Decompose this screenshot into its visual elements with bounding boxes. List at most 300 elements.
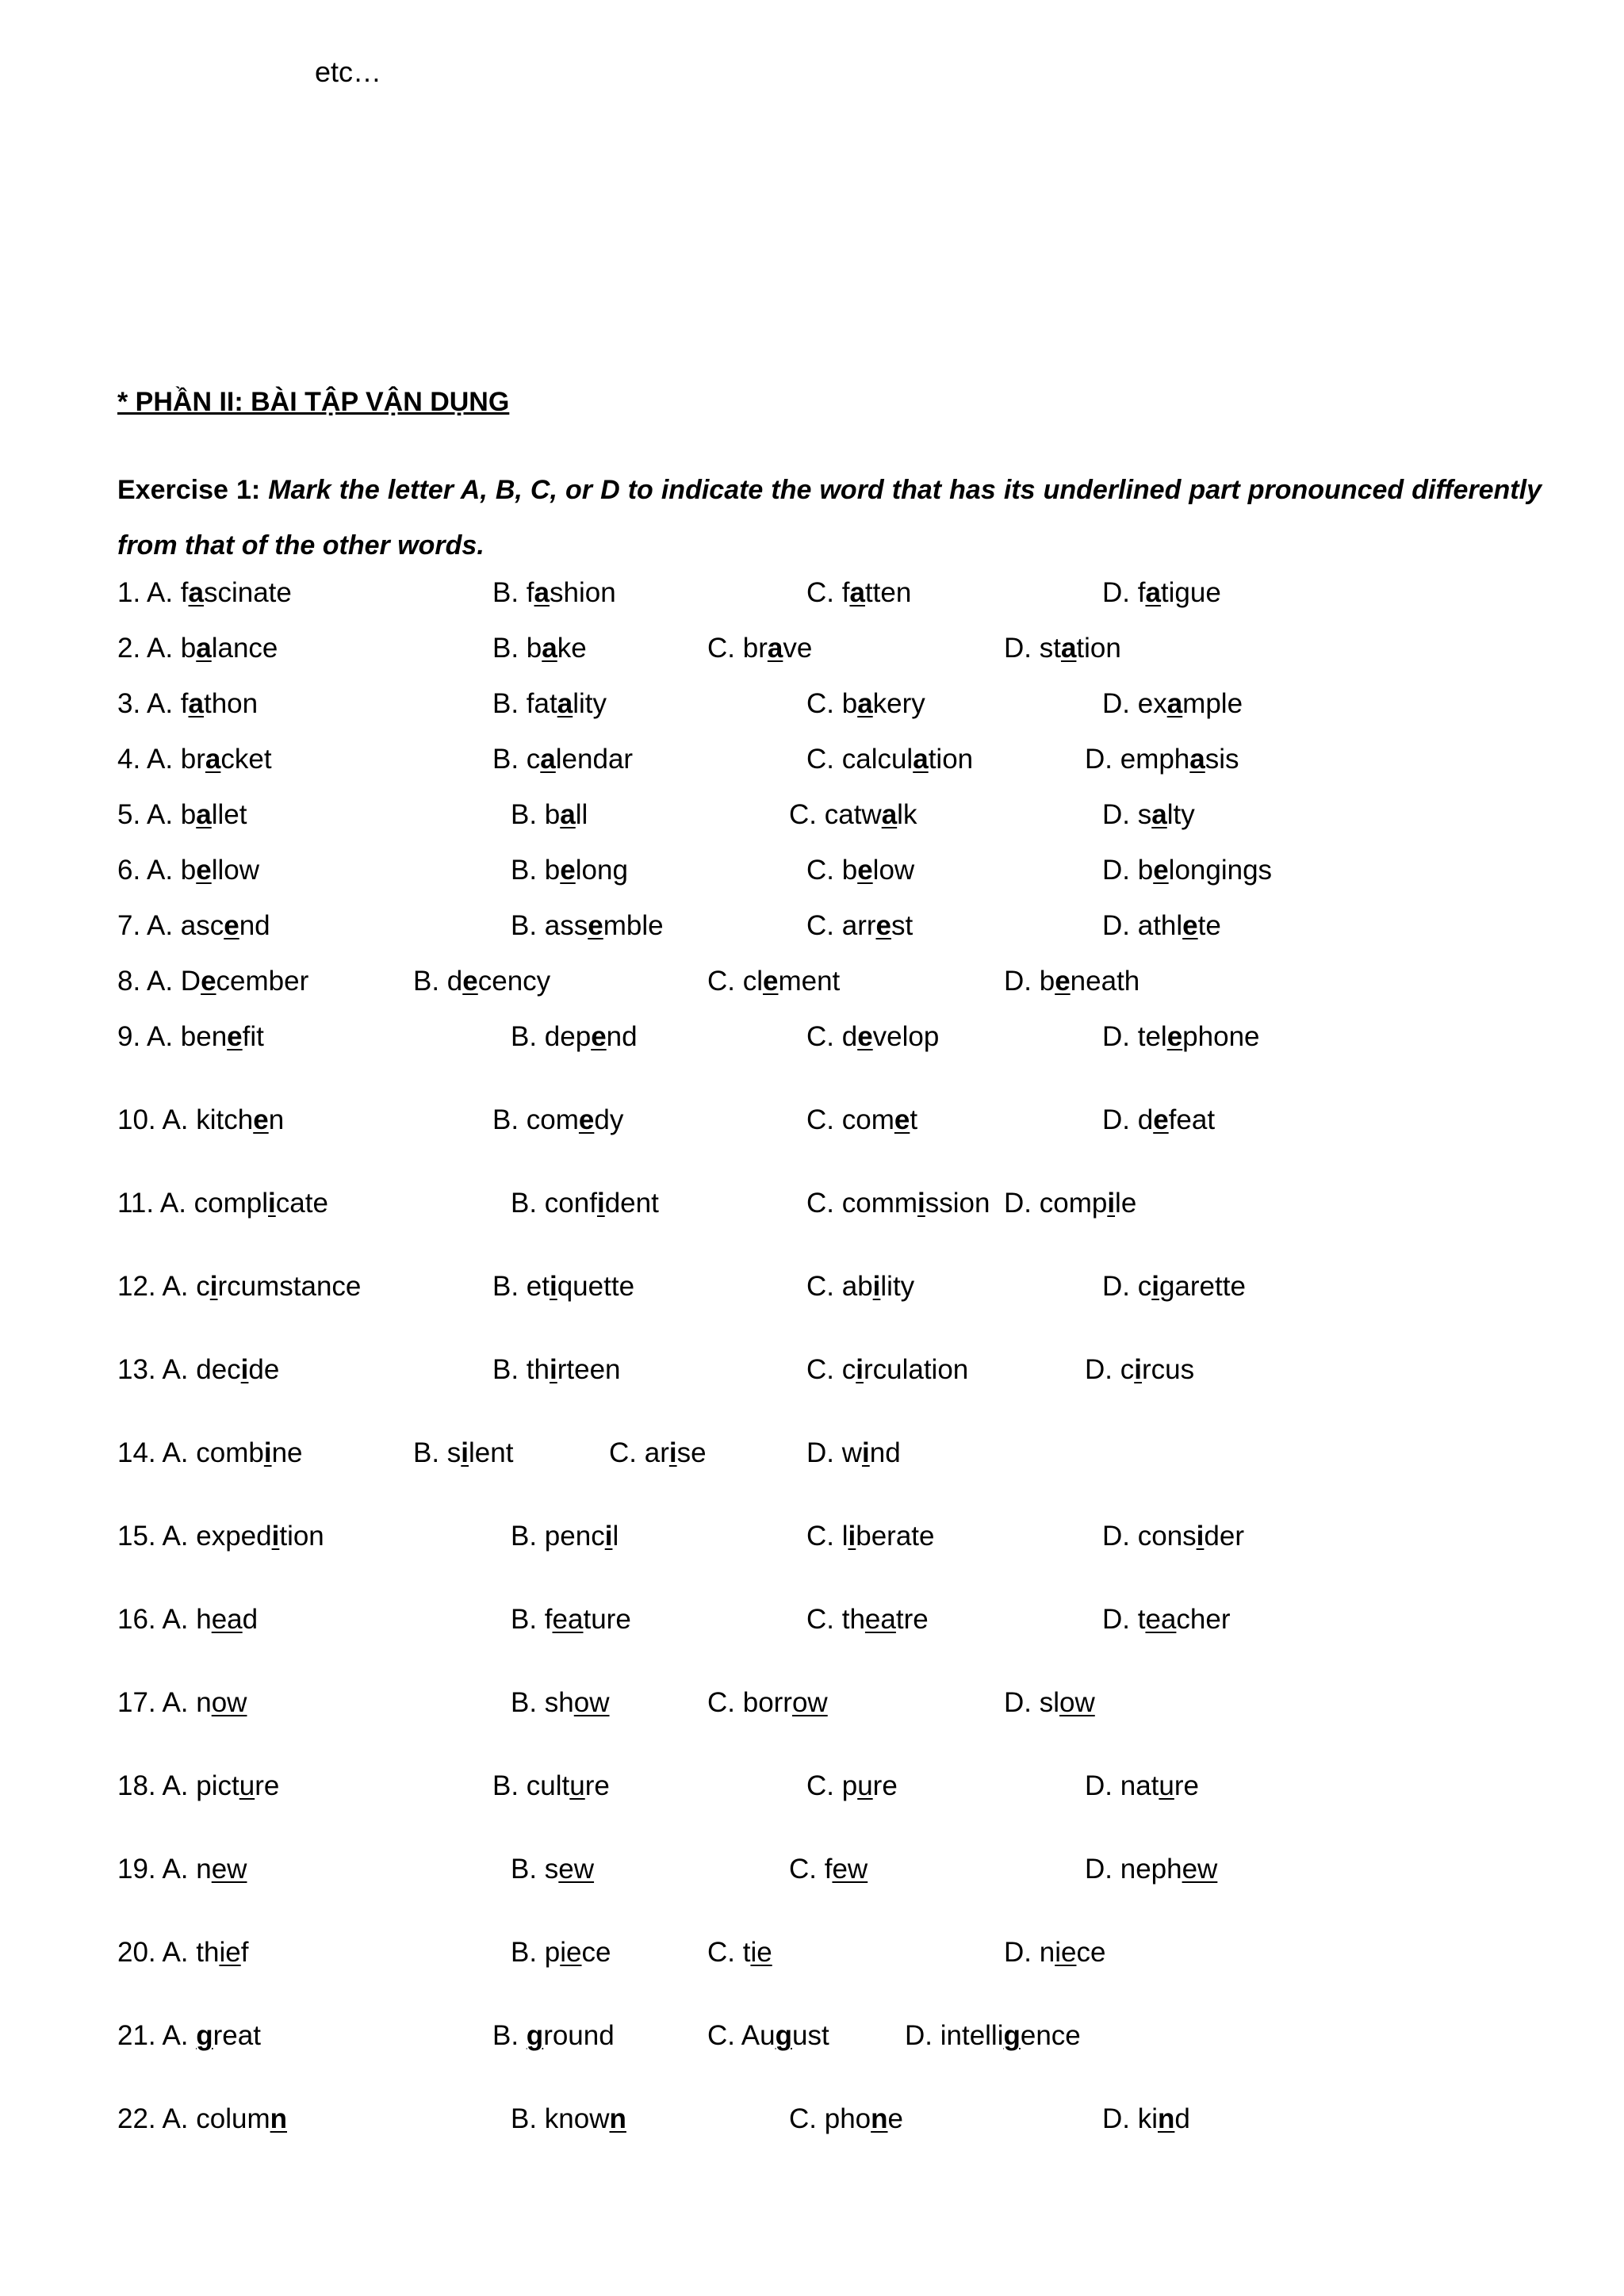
question-4-option-d xyxy=(1085,744,1239,775)
question-2-option-b xyxy=(492,633,587,664)
option-text: lk xyxy=(897,799,917,830)
underlined-part: e xyxy=(578,1104,595,1135)
option-text: l xyxy=(612,1521,619,1552)
option-text: phone xyxy=(1182,1021,1260,1052)
underlined-part: ie xyxy=(219,1937,241,1968)
underlined-part: ea xyxy=(864,1604,896,1635)
option-text: D. f xyxy=(1102,577,1146,608)
question-12-option-b xyxy=(492,1271,634,1303)
option-text: B. conf xyxy=(511,1188,597,1219)
option-text: tion xyxy=(928,744,974,775)
question-10-option-d xyxy=(1102,1104,1215,1136)
question-13-option-b xyxy=(492,1354,621,1386)
question-22-option-d xyxy=(1102,2103,1190,2135)
option-text: scinate xyxy=(203,577,292,608)
question-15-option-d xyxy=(1102,1521,1244,1552)
question-10-option-c xyxy=(806,1104,917,1136)
option-text: D. tel xyxy=(1102,1021,1167,1052)
option-text: tigue xyxy=(1160,577,1221,608)
option-text: re xyxy=(1174,1770,1199,1801)
option-text: 10. A. kitch xyxy=(117,1104,254,1135)
question-2-option-c xyxy=(707,633,812,664)
question-12-option-a xyxy=(117,1271,361,1303)
option-text: mple xyxy=(1182,688,1243,719)
underlined-part: a xyxy=(881,799,898,830)
question-20-option-a xyxy=(117,1937,248,1969)
underlined-part: ow xyxy=(791,1687,828,1718)
underlined-part: n xyxy=(1158,2103,1175,2134)
option-text: 13. A. dec xyxy=(117,1354,241,1385)
question-8-option-d xyxy=(1004,966,1139,997)
option-text: C. comm xyxy=(806,1188,917,1219)
question-6-option-a xyxy=(117,855,259,886)
option-text: D. st xyxy=(1004,633,1061,664)
exercise-instruction xyxy=(117,462,1542,573)
option-text: rcus xyxy=(1141,1354,1195,1385)
option-text: C. b xyxy=(806,855,858,886)
underlined-part: a xyxy=(1189,744,1205,775)
option-text: D. cons xyxy=(1102,1521,1197,1552)
question-8-option-a xyxy=(117,966,308,997)
option-text: 18. A. pict xyxy=(117,1770,239,1801)
option-text: lendar xyxy=(555,744,634,775)
option-text: C. l xyxy=(806,1521,848,1552)
underlined-part: e xyxy=(1182,910,1198,941)
option-text: ment xyxy=(778,966,841,997)
question-15-option-b xyxy=(511,1521,619,1552)
option-text: cket xyxy=(220,744,272,775)
underlined-part: u xyxy=(569,1770,585,1801)
question-14-option-c xyxy=(609,1437,707,1469)
option-text: D. nat xyxy=(1085,1770,1159,1801)
question-13-option-d xyxy=(1085,1354,1194,1386)
option-text: B. xyxy=(492,2020,527,2051)
exercise-label: Exercise 1: xyxy=(117,475,261,505)
option-text: t xyxy=(910,1104,918,1135)
underlined-part: a xyxy=(913,744,929,775)
question-18-option-c xyxy=(806,1770,898,1802)
underlined-part: i xyxy=(596,1188,605,1219)
question-7-option-b xyxy=(511,910,664,942)
underlined-part: ew xyxy=(211,1854,247,1885)
option-text: B. fat xyxy=(492,688,557,719)
underlined-part: e xyxy=(196,855,212,886)
underlined-part: e xyxy=(1055,966,1071,997)
option-text: C. borr xyxy=(707,1687,792,1718)
option-text: ce xyxy=(1076,1937,1106,1968)
option-text: se xyxy=(676,1437,707,1468)
question-11-option-c xyxy=(806,1188,990,1219)
option-text: tten xyxy=(864,577,912,608)
option-text: C. arr xyxy=(806,910,876,941)
underlined-part: a xyxy=(1166,688,1183,719)
question-3-option-a xyxy=(117,688,258,720)
option-text: D. sl xyxy=(1004,1687,1059,1718)
option-text: B. c xyxy=(492,744,541,775)
option-text: n xyxy=(268,1104,285,1135)
option-text: nd xyxy=(239,910,270,941)
option-text: cember xyxy=(216,966,309,997)
question-1-option-d xyxy=(1102,577,1221,609)
question-20-option-b xyxy=(511,1937,611,1969)
option-text: re xyxy=(584,1770,610,1801)
option-text: ne xyxy=(271,1437,303,1468)
option-text: D. d xyxy=(1102,1104,1154,1135)
option-text: ence xyxy=(1020,2020,1081,2051)
underlined-part: a xyxy=(188,577,204,608)
question-22-option-c xyxy=(789,2103,903,2135)
question-18-option-a xyxy=(117,1770,279,1802)
option-text: longings xyxy=(1168,855,1273,886)
option-text: D. c xyxy=(1085,1354,1135,1385)
question-14-option-b xyxy=(413,1437,513,1469)
underlined-part: ew xyxy=(832,1854,868,1885)
underlined-part: e xyxy=(894,1104,910,1135)
option-text: 14. A. comb xyxy=(117,1437,264,1468)
underlined-part: n xyxy=(609,2103,626,2134)
option-text: B. com xyxy=(492,1104,579,1135)
underlined-part: i xyxy=(604,1521,613,1552)
underlined-part: a xyxy=(857,688,873,719)
option-text: D. t xyxy=(1102,1604,1146,1635)
option-text: le xyxy=(1115,1188,1137,1219)
option-text: reat xyxy=(213,2020,261,2051)
option-text: feat xyxy=(1168,1104,1216,1135)
option-text: C. ar xyxy=(609,1437,669,1468)
option-text: C. com xyxy=(806,1104,894,1135)
underlined-part: i xyxy=(856,1354,864,1385)
question-7-option-a xyxy=(117,910,270,942)
question-3-option-d xyxy=(1102,688,1243,720)
option-text: ce xyxy=(581,1937,611,1968)
underlined-part: e xyxy=(875,910,891,941)
option-text: C. d xyxy=(806,1021,858,1052)
question-1-option-a xyxy=(117,577,292,609)
question-10-option-b xyxy=(492,1104,623,1136)
exercise-instruction-text: Mark the letter A, B, C, or D to indicate the word that has its underlined part pronounced differently from that of the other words. xyxy=(117,475,1542,561)
underlined-part: a xyxy=(767,633,783,664)
underlined-part: e xyxy=(1153,1104,1169,1135)
underlined-part: e xyxy=(763,966,779,997)
underlined-part: a xyxy=(542,633,557,664)
question-9-option-c xyxy=(806,1021,939,1053)
option-text: nd xyxy=(869,1437,901,1468)
option-text: 21. A. xyxy=(117,2020,197,2051)
question-7-option-d xyxy=(1102,910,1221,942)
option-text: cency xyxy=(477,966,551,997)
underlined-part: a xyxy=(534,577,550,608)
option-text: B. b xyxy=(511,799,561,830)
question-2-option-d xyxy=(1004,633,1121,664)
question-21-option-d xyxy=(905,2020,1081,2052)
underlined-part: u xyxy=(239,1770,255,1801)
option-text: shion xyxy=(550,577,616,608)
underlined-part: i xyxy=(872,1271,881,1302)
option-text: 12. A. c xyxy=(117,1271,210,1302)
question-1-option-c xyxy=(806,577,911,609)
option-text: rculation xyxy=(863,1354,969,1385)
option-text: C. th xyxy=(806,1604,865,1635)
underlined-part: i xyxy=(461,1437,469,1468)
question-10-option-a xyxy=(117,1104,284,1136)
option-text: B. dep xyxy=(511,1021,592,1052)
option-text: lty xyxy=(1166,799,1195,830)
option-text: D. n xyxy=(1004,1937,1055,1968)
underlined-part: e xyxy=(857,1021,873,1052)
question-9-option-a xyxy=(117,1021,264,1053)
option-text: cate xyxy=(275,1188,328,1219)
question-4-option-c xyxy=(806,744,973,775)
underlined-part: i xyxy=(549,1271,557,1302)
option-text: sis xyxy=(1205,744,1239,775)
underlined-part: g xyxy=(775,2020,792,2051)
underlined-part: ea xyxy=(1145,1604,1177,1635)
underlined-part: a xyxy=(557,688,573,719)
question-19-option-c xyxy=(789,1854,868,1885)
option-text: 15. A. exped xyxy=(117,1521,272,1552)
question-22-option-b xyxy=(511,2103,626,2135)
underlined-part: g xyxy=(196,2020,213,2051)
underlined-part: ie xyxy=(1055,1937,1077,1968)
question-6-option-c xyxy=(806,855,914,886)
underlined-part: i xyxy=(209,1271,218,1302)
underlined-part: n xyxy=(871,2103,888,2134)
option-text: cher xyxy=(1176,1604,1231,1635)
option-text: lent xyxy=(469,1437,514,1468)
question-18-option-d xyxy=(1085,1770,1199,1802)
option-text: B. sh xyxy=(511,1687,574,1718)
option-text: long xyxy=(575,855,628,886)
question-15-option-c xyxy=(806,1521,934,1552)
question-5-option-d xyxy=(1102,799,1195,831)
underlined-part: i xyxy=(1151,1271,1159,1302)
option-text: 5. A. b xyxy=(117,799,197,830)
question-3-option-c xyxy=(806,688,925,720)
question-19-option-d xyxy=(1085,1854,1217,1885)
option-text: ust xyxy=(792,2020,829,2051)
option-text: re xyxy=(872,1770,898,1801)
option-text: rteen xyxy=(557,1354,621,1385)
underlined-part: g xyxy=(526,2020,544,2051)
option-text: C. cl xyxy=(707,966,763,997)
option-text: C. pho xyxy=(789,2103,871,2134)
option-text: 6. A. b xyxy=(117,855,197,886)
option-text: D. intelli xyxy=(905,2020,1004,2051)
option-text: berate xyxy=(856,1521,935,1552)
underlined-part: ow xyxy=(573,1687,610,1718)
underlined-part: ea xyxy=(552,1604,584,1635)
question-1-option-b xyxy=(492,577,616,609)
option-text: lity xyxy=(573,688,607,719)
question-19-option-b xyxy=(511,1854,594,1885)
option-text: st xyxy=(891,910,914,941)
question-8-option-c xyxy=(707,966,840,997)
option-text: C. c xyxy=(806,1354,856,1385)
option-text: tion xyxy=(1076,633,1121,664)
option-text: 22. A. colum xyxy=(117,2103,270,2134)
option-text: rcumstance xyxy=(217,1271,362,1302)
question-20-option-c xyxy=(707,1937,772,1969)
option-text: 9. A. ben xyxy=(117,1021,228,1052)
option-text: B. know xyxy=(511,2103,610,2134)
underlined-part: e xyxy=(588,910,603,941)
question-19-option-a xyxy=(117,1854,247,1885)
option-text: 11. A. compl xyxy=(117,1188,269,1219)
question-5-option-c xyxy=(789,799,917,831)
option-text: fit xyxy=(242,1021,264,1052)
option-text: neath xyxy=(1070,966,1140,997)
option-text: D. b xyxy=(1102,855,1154,886)
option-text: dy xyxy=(594,1104,624,1135)
option-text: round xyxy=(543,2020,615,2051)
underlined-part: a xyxy=(849,577,865,608)
question-11-option-a xyxy=(117,1188,328,1219)
question-9-option-d xyxy=(1102,1021,1260,1053)
option-text: B. cult xyxy=(492,1770,570,1801)
question-17-option-b xyxy=(511,1687,610,1719)
underlined-part: i xyxy=(917,1188,925,1219)
question-4-option-a xyxy=(117,744,272,775)
option-text: f xyxy=(240,1937,249,1968)
option-text: C. p xyxy=(806,1770,858,1801)
underlined-part: i xyxy=(862,1437,870,1468)
option-text: D. athl xyxy=(1102,910,1183,941)
option-text: der xyxy=(1204,1521,1244,1552)
underlined-part: a xyxy=(1145,577,1161,608)
question-14-option-a xyxy=(117,1437,303,1469)
underlined-part: e xyxy=(224,910,239,941)
option-text: D. b xyxy=(1004,966,1055,997)
underlined-part: u xyxy=(1159,1770,1174,1801)
underlined-part: e xyxy=(857,855,873,886)
option-text: mble xyxy=(603,910,664,941)
question-17-option-c xyxy=(707,1687,828,1719)
question-21-option-c xyxy=(707,2020,829,2052)
option-text: C. catw xyxy=(789,799,882,830)
option-text: velop xyxy=(872,1021,940,1052)
underlined-part: e xyxy=(560,855,576,886)
underlined-part: e xyxy=(1153,855,1169,886)
underlined-part: i xyxy=(549,1354,557,1385)
option-text: D. s xyxy=(1102,799,1152,830)
question-20-option-d xyxy=(1004,1937,1105,1969)
option-text: C. Au xyxy=(707,2020,776,2051)
option-text: B. f xyxy=(492,577,534,608)
question-15-option-a xyxy=(117,1521,324,1552)
question-14-option-d xyxy=(806,1437,901,1469)
question-16-option-a xyxy=(117,1604,258,1636)
option-text: 19. A. n xyxy=(117,1854,212,1885)
option-text: 17. A. n xyxy=(117,1687,212,1718)
question-9-option-b xyxy=(511,1021,638,1053)
question-13-option-c xyxy=(806,1354,968,1386)
option-text: B. et xyxy=(492,1271,550,1302)
option-text: D. c xyxy=(1102,1271,1152,1302)
underlined-part: ie xyxy=(750,1937,772,1968)
question-12-option-d xyxy=(1102,1271,1246,1303)
option-text: ve xyxy=(783,633,813,664)
question-21-option-a xyxy=(117,2020,261,2052)
option-text: C. t xyxy=(707,1937,751,1968)
underlined-part: a xyxy=(1151,799,1167,830)
question-8-option-b xyxy=(413,966,550,997)
underlined-part: e xyxy=(227,1021,243,1052)
underlined-part: a xyxy=(1060,633,1077,664)
option-text: B. penc xyxy=(511,1521,605,1552)
option-text: llet xyxy=(211,799,247,830)
option-text: e xyxy=(887,2103,903,2134)
underlined-part: a xyxy=(540,744,556,775)
option-text: ture xyxy=(583,1604,631,1635)
underlined-part: u xyxy=(857,1770,873,1801)
question-12-option-c xyxy=(806,1271,914,1303)
question-13-option-a xyxy=(117,1354,279,1386)
underlined-part: a xyxy=(188,688,204,719)
underlined-part: n xyxy=(270,2103,287,2134)
question-16-option-c xyxy=(806,1604,929,1636)
question-11-option-b xyxy=(511,1188,659,1219)
option-text: C. calcul xyxy=(806,744,914,775)
option-text: nd xyxy=(606,1021,638,1052)
underlined-part: ea xyxy=(211,1604,243,1635)
option-text: 4. A. br xyxy=(117,744,205,775)
option-text: B. ass xyxy=(511,910,588,941)
option-text: dent xyxy=(604,1188,659,1219)
underlined-part: e xyxy=(591,1021,607,1052)
question-21-option-b xyxy=(492,2020,615,2052)
question-3-option-b xyxy=(492,688,607,720)
question-4-option-b xyxy=(492,744,633,775)
underlined-part: i xyxy=(1196,1521,1205,1552)
underlined-part: i xyxy=(240,1354,249,1385)
option-text: D. emph xyxy=(1085,744,1190,775)
option-text: ll xyxy=(575,799,588,830)
option-text: d xyxy=(1174,2103,1190,2134)
underlined-part: g xyxy=(1003,2020,1021,2051)
underlined-part: ew xyxy=(558,1854,595,1885)
option-text: garette xyxy=(1159,1271,1246,1302)
option-text: d xyxy=(242,1604,259,1635)
underlined-part: ie xyxy=(560,1937,582,1968)
option-text: tre xyxy=(895,1604,929,1635)
option-text: ke xyxy=(557,633,587,664)
question-2-option-a xyxy=(117,633,278,664)
question-6-option-d xyxy=(1102,855,1272,886)
option-text: de xyxy=(248,1354,280,1385)
option-text: thon xyxy=(203,688,259,719)
underlined-part: e xyxy=(1166,1021,1183,1052)
section-title: * PHẦN II: BÀI TẬP VẬN DỤNG xyxy=(117,387,510,417)
option-text: C. f xyxy=(806,577,850,608)
underlined-part: i xyxy=(848,1521,856,1552)
question-7-option-c xyxy=(806,910,913,942)
option-text: 3. A. f xyxy=(117,688,189,719)
option-text: kery xyxy=(872,688,925,719)
option-text: 7. A. asc xyxy=(117,910,224,941)
option-text: B. f xyxy=(511,1604,553,1635)
option-text: re xyxy=(255,1770,280,1801)
question-5-option-a xyxy=(117,799,247,831)
question-17-option-d xyxy=(1004,1687,1095,1719)
option-text: C. br xyxy=(707,633,768,664)
underlined-part: i xyxy=(268,1188,276,1219)
option-text: B. th xyxy=(492,1354,550,1385)
option-text: 20. A. th xyxy=(117,1937,220,1968)
question-16-option-d xyxy=(1102,1604,1230,1636)
continuation-text: etc… xyxy=(315,55,382,88)
option-text: lity xyxy=(880,1271,915,1302)
underlined-part: i xyxy=(1134,1354,1142,1385)
